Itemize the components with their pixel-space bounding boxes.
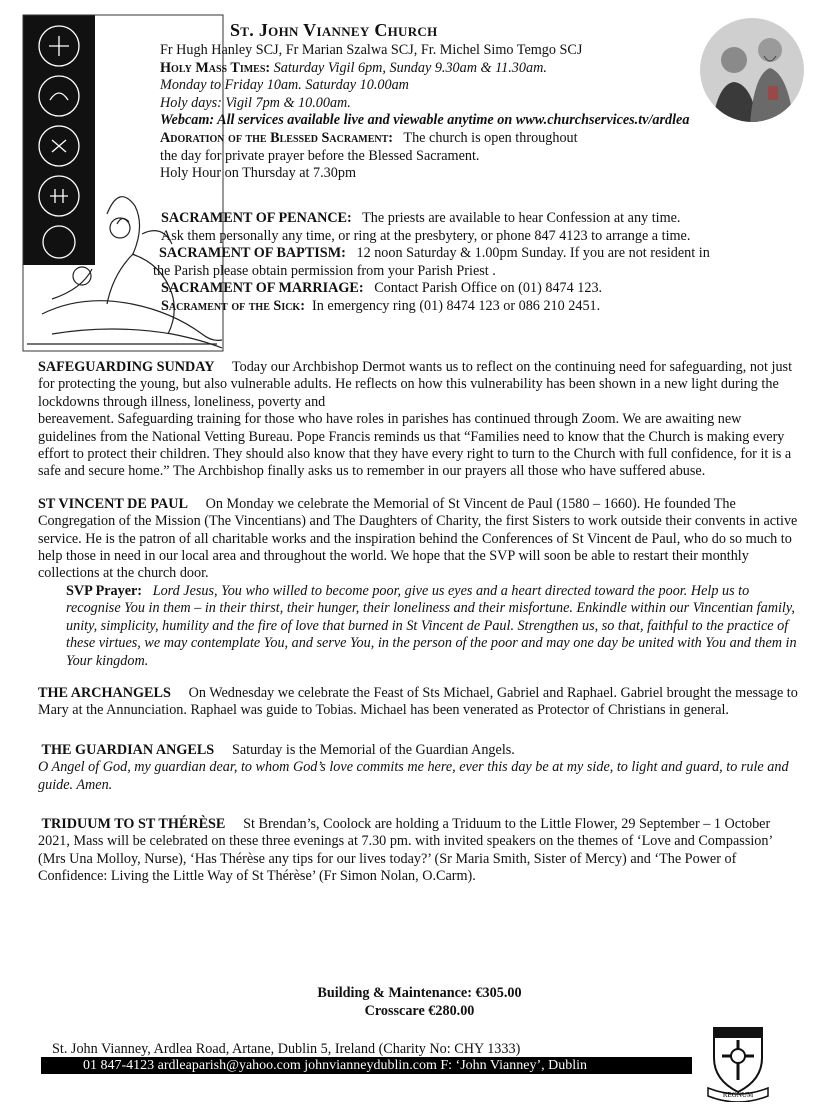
sacraments-section: [153, 210, 803, 316]
mass-times-line2: Monday to Friday 10am. Saturday 10.00am: [160, 77, 409, 94]
penance-text2: Ask them personally any time, or ring at the presbytery, or phone 847 4123 to arrange a time.: [161, 227, 691, 244]
adoration-label: Adoration of the Blessed Sacrament:: [160, 129, 394, 146]
adoration-text3: Holy Hour on Thursday at 7.30pm: [160, 165, 356, 182]
contact-bar: [41, 1057, 692, 1074]
safeguarding-article: [38, 359, 798, 411]
address-line: St. John Vianney, Ardlea Road, Artane, Dublin 5, Ireland (Charity No: CHY 1333): [52, 1041, 521, 1057]
guardian-article: [38, 742, 798, 759]
building-maintenance: Building & Maintenance: €305.00: [317, 985, 522, 1001]
crest-motto: REGNUM: [722, 1091, 754, 1099]
sick-label: Sacrament of the Sick:: [161, 297, 305, 314]
articles-section: [38, 359, 798, 886]
mass-times-label: Holy Mass Times:: [160, 59, 271, 76]
guardian-prayer: O Angel of God, my guardian dear, to whom God’s love commits me here, ever this day be at my side, to light and guard, to rule and guide. Amen.: [38, 759, 789, 793]
sick-text: In emergency ring (01) 8474 123 or 086 210 2451.: [312, 297, 601, 314]
svp-heading: ST VINCENT DE PAUL: [38, 495, 188, 512]
contact-details: 01 847-4123 ardleaparish@yahoo.com johnvianneydublin.com F: ‘John Vianney’, Dublin: [83, 1058, 588, 1073]
page-title: St. John Vianney Church: [230, 20, 438, 40]
baptism-text2: the Parish please obtain permission from your Parish Priest .: [153, 262, 496, 279]
adoration-text1: The church is open throughout: [403, 129, 578, 146]
baptism-label: SACRAMENT OF BAPTISM:: [159, 245, 346, 262]
webcam-line: Webcam: All services available live and viewable anytime on www.churchservices.tv/ardlea: [160, 112, 690, 129]
marriage-label: SACRAMENT OF MARRIAGE:: [161, 280, 364, 297]
adoration-text2: the day for private prayer before the Blessed Sacrament.: [160, 147, 480, 164]
safeguarding-heading: SAFEGUARDING SUNDAY: [38, 359, 215, 375]
crosscare: Crosscare €280.00: [364, 1003, 475, 1019]
guardian-text: Saturday is the Memorial of the Guardian Angels.: [231, 741, 515, 758]
svp-text: On Monday we celebrate the Memorial of St Vincent de Paul (1580 – 1660). He founded The Congregation of the Mission (The Vincentians) and The Daughters of Charity, the first Sisters to work outside their convents in active service. He is the patron of all charitable works and the inspiration behind the Conferences of St Vincent de Paul, who do so much to help those in need in our local area and throughout the world. We hope that the SVP will soon be able to restart their monthly collections at the church door.: [38, 495, 798, 582]
guardian-heading: THE GUARDIAN ANGELS: [41, 741, 215, 758]
safeguarding-text2: bereavement. Safeguarding training for those who have roles in parishes has continued through Zoom. We are awaiting new guidelines from the National Vetting Bureau. Pope Francis reminds us that “Families need to know that the Church is making every effort to protect their children. They should also know that they have every right to turn to the Church with full confidence, for it is a safe and secure home.” The Archbishop finally asks us to remember in our prayers all those who have suffered abuse.: [38, 411, 792, 480]
penance-text: The priests are available to hear Confession at any time.: [362, 210, 681, 226]
penance-label: SACRAMENT OF PENANCE:: [161, 210, 352, 226]
archangels-text: On Wednesday we celebrate the Feast of Sts Michael, Gabriel and Raphael. Gabriel brought the message to Mary at the Annunciation. Raphael was guide to Tobias. Michael has been venerated as Protector of Christians in general.: [38, 684, 798, 719]
archangels-heading: THE ARCHANGELS: [38, 684, 171, 701]
triduum-heading: TRIDUUM TO ST THÉRÈSE: [41, 815, 226, 832]
triduum-article: [38, 816, 798, 886]
marriage-text: Contact Parish Office on (01) 8474 123.: [374, 280, 603, 297]
safeguarding-text: Today our Archbishop Dermot wants us to reflect on the continuing need for safeguarding, not just for protecting the young, but also vulnerable adults. He reflects on how this vulnerability has been shown in a new light during the lockdowns through illness, loneliness, poverty and: [38, 359, 793, 410]
mass-times-line3: Holy days: Vigil 7pm & 10.00am.: [160, 94, 351, 111]
svp-prayer-label: SVP Prayer:: [66, 582, 143, 599]
archangels-article: [38, 685, 798, 720]
svp-prayer: Lord Jesus, You who willed to become poor, give us eyes and a heart directed toward the poor. Help us to recognise You in them – in their thirst, their hunger, their loneliness and their misfortune. Enkindle within our Vincentian family, unity, simplicity, humility and the fire of love that burned in St Vincent de Paul. Strengthen us, so that, faithful to the practice of these virtues, we may contemplate You, and serve You, in the person of the poor and may one day be united with You and them in Your kingdom.: [66, 582, 797, 669]
collections-summary: [0, 984, 821, 1020]
mass-times-line1: Saturday Vigil 6pm, Sunday 9.30am & 11.30am.: [273, 59, 547, 76]
svp-article: [38, 496, 798, 583]
baptism-text: 12 noon Saturday & 1.00pm Sunday. If you are not resident in: [356, 245, 710, 262]
triduum-text: St Brendan’s, Coolock are holding a Triduum to the Little Flower, 29 September – 1 October 2021, Mass will be celebrated on these three evenings at 7.30 pm. with invited speakers on the themes of ‘Love and Compassion’ (Mrs Una Molloy, Nurse), ‘Has Thérèse any tips for our lives today?’ (Sr Maria Smith, Sister of Mercy) and ‘The Power of Confidence: Living the Little Way of St Thérèse’ (Fr Simon Nolan, O.Carm).: [38, 815, 773, 885]
parish-crest: [704, 1022, 772, 1102]
church-header: [160, 18, 800, 183]
clergy-line: Fr Hugh Hanley SCJ, Fr Marian Szalwa SCJ, Fr. Michel Simo Temgo SCJ: [160, 42, 583, 58]
